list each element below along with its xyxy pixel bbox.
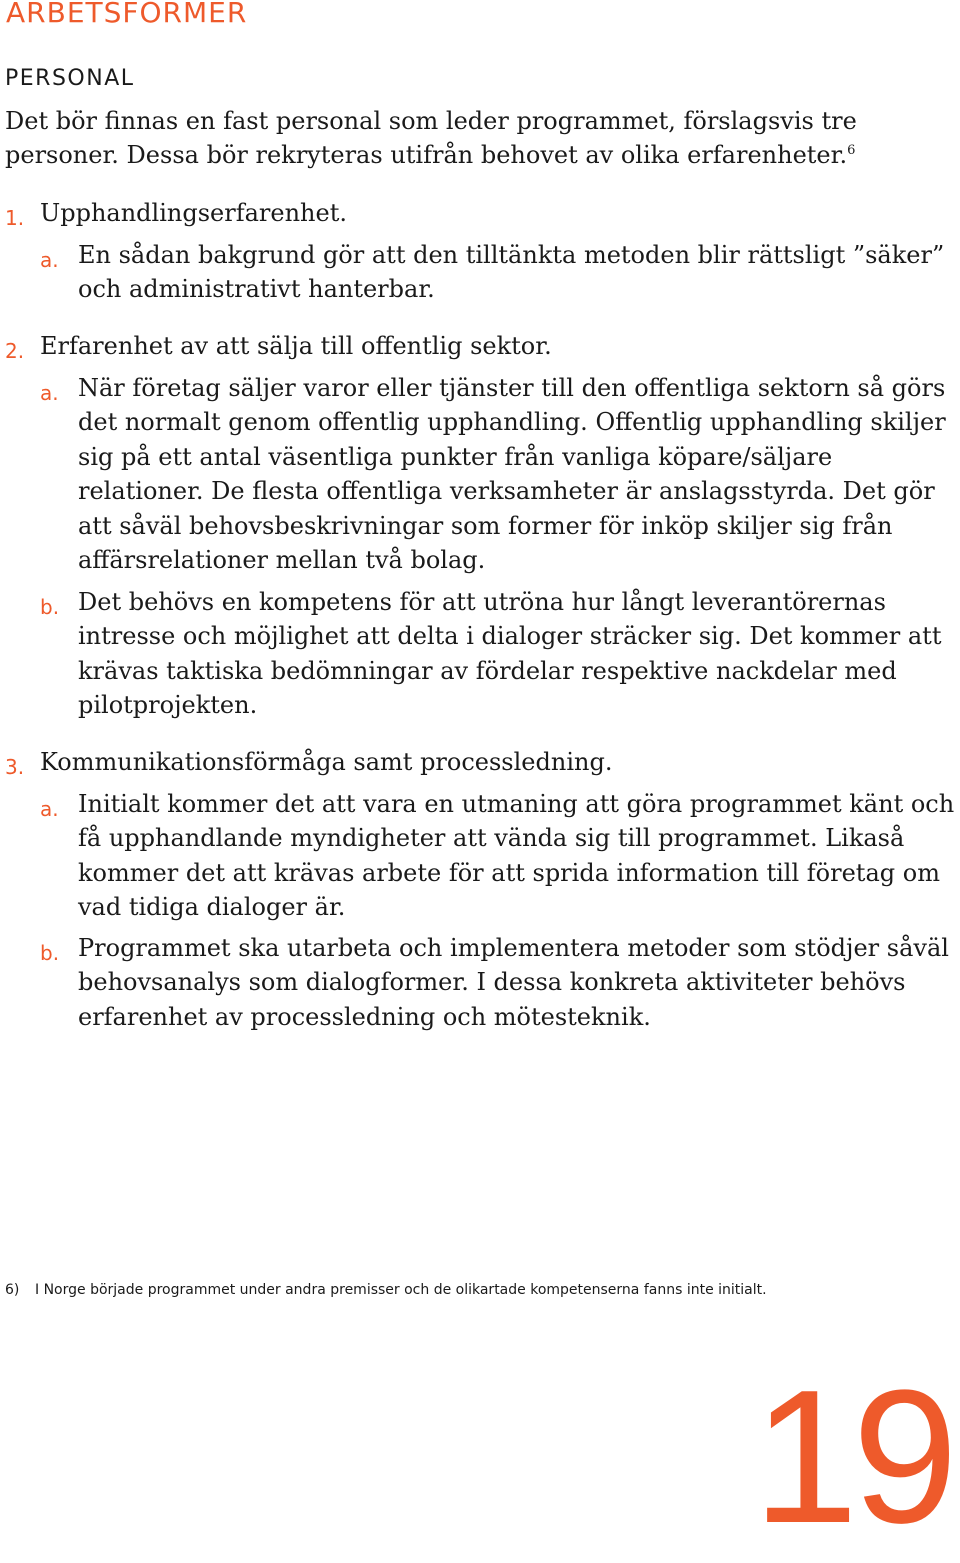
footnote-text: I Norge började programmet under andra premisser och de olikartade kompetenserna fanns inte initialt. bbox=[35, 1282, 767, 1298]
list-item: Kommunikationsförmåga samt processledning. bbox=[40, 748, 613, 776]
sub-item-text: Programmet ska utarbeta och implementera metoder som stödjer såväl behovsanalys som dialogformer. I dessa konkreta aktiviteter behövs erfarenhet av processledning och mötesteknik. bbox=[78, 934, 949, 1031]
sub-item-letter: a. bbox=[40, 248, 59, 272]
list-item: Upphandlingserfarenhet. bbox=[40, 199, 347, 227]
item-number: 1. bbox=[5, 206, 25, 230]
sub-item-text: När företag säljer varor eller tjänster till den offentliga sektorn så görs det normalt genom offentlig upphandling. Offentlig upphandling skiljer sig på ett antal väsentliga punkter från vanliga köpare/säljare relationer. De flesta offentliga verksamheter är anslagsstyrda. Det gör att såväl behovsbeskrivningar som former för inköp skiljer sig från affärsrelationer mellan två bolag. bbox=[78, 374, 946, 575]
sub-item-letter: a. bbox=[40, 381, 59, 405]
section-title: ARBETSFORMER bbox=[6, 0, 248, 29]
sub-item-letter: a. bbox=[40, 797, 59, 821]
sub-item-text: Initialt kommer det att vara en utmaning att göra programmet känt och få upphandlande myndigheter att vända sig till programmet. Likaså kommer det att krävas arbete för att sprida information till företag om vad tidiga dialoger är. bbox=[78, 790, 955, 922]
sub-item-letter: b. bbox=[40, 941, 60, 965]
intro-text: Det bör finnas en fast personal som leder programmet, förslagsvis tre personer. Dessa bör rekryteras utifrån behovet av olika erfarenheter. bbox=[5, 107, 857, 170]
footnote bbox=[5, 1282, 945, 1298]
intro-paragraph bbox=[5, 104, 945, 173]
footnote-number: 6) bbox=[5, 1282, 20, 1298]
list-item: Erfarenhet av att sälja till offentlig sektor. bbox=[40, 332, 552, 360]
sub-item-letter: b. bbox=[40, 595, 60, 619]
page-number: 19 bbox=[752, 1351, 952, 1563]
sub-item-text: Det behövs en kompetens för att utröna hur långt leverantörernas intresse och möjlighet att delta i dialoger sträcker sig. Det kommer att krävas taktiska bedömningar av fördelar respektive nackdelar med pilotprojekten. bbox=[78, 588, 942, 720]
subsection-title: PERSONAL bbox=[5, 66, 135, 91]
item-number: 2. bbox=[5, 339, 25, 363]
item-number: 3. bbox=[5, 755, 25, 779]
sub-item-text: En sådan bakgrund gör att den tilltänkta metoden blir rättsligt ”säker” och administrativt hanterbar. bbox=[78, 241, 945, 304]
footnote-reference: 6 bbox=[847, 143, 856, 159]
